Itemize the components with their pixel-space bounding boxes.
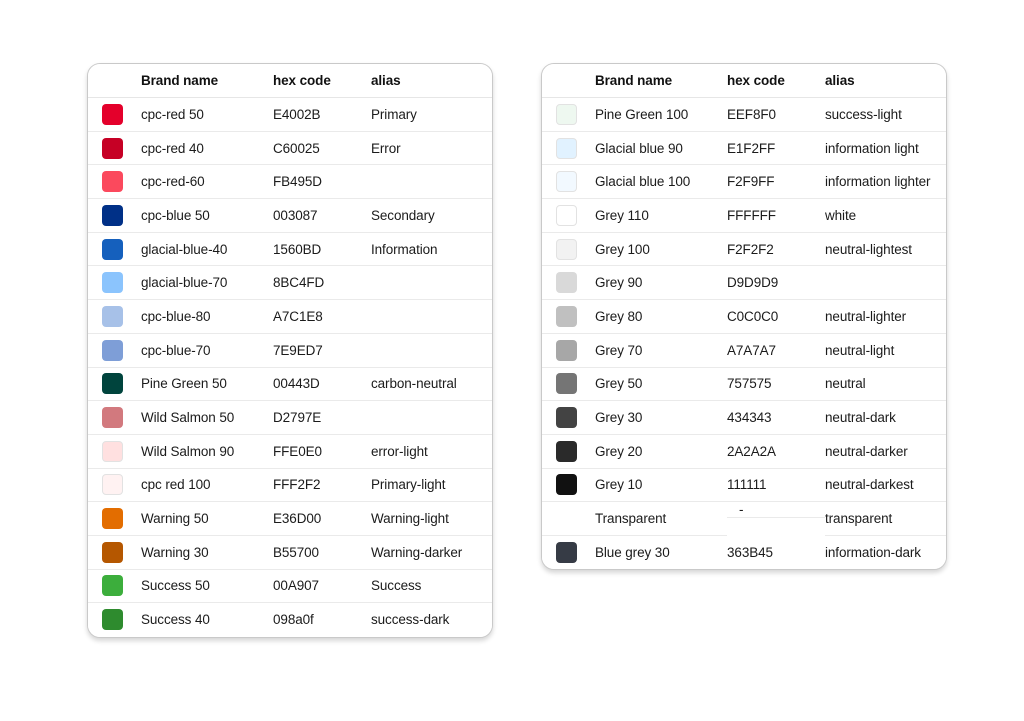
brand-name-cell: Grey 100: [595, 232, 727, 266]
alias-cell: neutral-darker: [825, 434, 947, 468]
table-row: [88, 165, 493, 199]
hex-code-cell: FFF2F2: [273, 468, 371, 502]
table-row: [542, 468, 947, 502]
hex-code-cell: D2797E: [273, 401, 371, 435]
color-swatch: [556, 542, 577, 563]
table-row: [88, 232, 493, 266]
table-row: [88, 300, 493, 334]
brand-name-cell: glacial-blue-70: [141, 266, 273, 300]
brand-name-cell: Transparent: [595, 502, 727, 536]
brand-name-cell: Grey 50: [595, 367, 727, 401]
brand-name-cell: glacial-blue-40: [141, 232, 273, 266]
swatch-cell: [88, 333, 141, 367]
color-swatch: [102, 272, 123, 293]
swatch-cell: [88, 131, 141, 165]
brand-name-cell: cpc-blue-80: [141, 300, 273, 334]
hex-code-cell: 434343: [727, 401, 825, 435]
color-swatch: [556, 508, 577, 529]
brand-name-cell: cpc-blue 50: [141, 199, 273, 233]
table-row: [88, 98, 493, 132]
brand-colors-table: [88, 64, 493, 637]
alias-cell: Information: [371, 232, 493, 266]
brand-name-cell: Pine Green 100: [595, 98, 727, 132]
color-swatch: [102, 575, 123, 596]
table-row: [88, 131, 493, 165]
hex-code-cell: 111111: [727, 468, 825, 502]
alias-cell: information lighter: [825, 165, 947, 199]
swatch-cell: [88, 266, 141, 300]
hex-code-cell: C60025: [273, 131, 371, 165]
hex-code-cell: F2F9FF: [727, 165, 825, 199]
alias-cell: error-light: [371, 434, 493, 468]
brand-name-cell: Grey 110: [595, 199, 727, 233]
color-swatch: [102, 441, 123, 462]
table-body: [88, 98, 493, 637]
color-swatch: [556, 441, 577, 462]
alias-cell: [371, 165, 493, 199]
swatch-cell: [542, 300, 595, 334]
table-row: [88, 569, 493, 603]
swatch-cell: [542, 434, 595, 468]
alias-cell: information light: [825, 131, 947, 165]
brand-name-cell: Grey 90: [595, 266, 727, 300]
brand-name-cell: Glacial blue 90: [595, 131, 727, 165]
brand-name-cell: Success 50: [141, 569, 273, 603]
alias-cell: white: [825, 199, 947, 233]
brand-name-cell: cpc-blue-70: [141, 333, 273, 367]
hex-code-cell: E1F2FF: [727, 131, 825, 165]
color-swatch: [102, 171, 123, 192]
table-row: [542, 367, 947, 401]
header-cell-brand-name: Brand name: [595, 64, 727, 98]
hex-code-cell: E36D00: [273, 502, 371, 536]
alias-cell: neutral-dark: [825, 401, 947, 435]
brand-name-cell: cpc-red 40: [141, 131, 273, 165]
swatch-cell: [542, 232, 595, 266]
brand-name-cell: Pine Green 50: [141, 367, 273, 401]
swatch-cell: [542, 165, 595, 199]
hex-code-cell: 8BC4FD: [273, 266, 371, 300]
alias-cell: Warning-light: [371, 502, 493, 536]
hex-code-cell: 1560BD: [273, 232, 371, 266]
color-swatch: [556, 171, 577, 192]
alias-cell: Primary: [371, 98, 493, 132]
alias-cell: neutral-lighter: [825, 300, 947, 334]
swatch-cell: [88, 468, 141, 502]
color-swatch: [102, 508, 123, 529]
hex-code-cell: FB495D: [273, 165, 371, 199]
color-swatch: [102, 609, 123, 630]
hex-code-cell: F2F2F2: [727, 232, 825, 266]
swatch-cell: [542, 468, 595, 502]
alias-cell: success-light: [825, 98, 947, 132]
table-row: [542, 232, 947, 266]
table-row: [88, 333, 493, 367]
swatch-cell: [542, 367, 595, 401]
table-row: [88, 266, 493, 300]
alias-cell: information-dark: [825, 535, 947, 569]
brand-name-cell: Grey 70: [595, 333, 727, 367]
table-row: [542, 199, 947, 233]
hex-code-cell: FFFFFF: [727, 199, 825, 233]
brand-name-cell: Warning 50: [141, 502, 273, 536]
alias-cell: transparent: [825, 502, 947, 536]
hex-code-cell: B55700: [273, 535, 371, 569]
color-swatch: [102, 474, 123, 495]
swatch-cell: [88, 569, 141, 603]
alias-cell: [371, 266, 493, 300]
neutral-colors-table: [542, 64, 947, 569]
table-row: [542, 535, 947, 569]
swatch-cell: [542, 131, 595, 165]
color-swatch: [102, 205, 123, 226]
hex-code-cell: C0C0C0: [727, 300, 825, 334]
color-swatch: [102, 542, 123, 563]
swatch-cell: [542, 266, 595, 300]
header-cell-swatch: [542, 64, 595, 98]
table-row: [88, 468, 493, 502]
table-header: [542, 64, 947, 98]
brand-name-cell: Glacial blue 100: [595, 165, 727, 199]
alias-cell: Primary-light: [371, 468, 493, 502]
table-row: [542, 434, 947, 468]
table-row: [542, 300, 947, 334]
swatch-cell: [88, 401, 141, 435]
brand-name-cell: cpc-red 50: [141, 98, 273, 132]
header-cell-brand-name: Brand name: [141, 64, 273, 98]
hex-code-cell: D9D9D9: [727, 266, 825, 300]
alias-cell: [371, 401, 493, 435]
table-row: [542, 502, 947, 536]
header-cell-hex-code: hex code: [273, 64, 371, 98]
table-row: [88, 502, 493, 536]
header-row: [542, 64, 947, 98]
header-cell-swatch: [88, 64, 141, 98]
color-swatch: [102, 373, 123, 394]
swatch-cell: [542, 502, 595, 536]
alias-cell: success-dark: [371, 603, 493, 637]
brand-name-cell: Blue grey 30: [595, 535, 727, 569]
brand-name-cell: Success 40: [141, 603, 273, 637]
alias-cell: Error: [371, 131, 493, 165]
alias-cell: neutral-light: [825, 333, 947, 367]
hex-code-cell: 098a0f: [273, 603, 371, 637]
alias-cell: neutral: [825, 367, 947, 401]
table-row: [88, 401, 493, 435]
brand-name-cell: cpc red 100: [141, 468, 273, 502]
table-row: [88, 367, 493, 401]
color-swatch: [556, 205, 577, 226]
color-swatch: [102, 239, 123, 260]
hex-code-cell: E4002B: [273, 98, 371, 132]
brand-name-cell: Grey 10: [595, 468, 727, 502]
table-row: [542, 333, 947, 367]
table-row: [88, 603, 493, 637]
brand-name-cell: Warning 30: [141, 535, 273, 569]
alias-cell: carbon-neutral: [371, 367, 493, 401]
alias-cell: [825, 266, 947, 300]
brand-name-cell: Grey 20: [595, 434, 727, 468]
hex-code-cell: 003087: [273, 199, 371, 233]
alias-cell: Success: [371, 569, 493, 603]
color-swatch: [556, 373, 577, 394]
hex-code-cell: 00A907: [273, 569, 371, 603]
color-swatch: [556, 306, 577, 327]
hex-code-cell: A7A7A7: [727, 333, 825, 367]
table-row: [542, 98, 947, 132]
swatch-cell: [88, 367, 141, 401]
color-swatch: [556, 474, 577, 495]
hex-code-cell: A7C1E8: [273, 300, 371, 334]
swatch-cell: [88, 300, 141, 334]
alias-cell: [371, 300, 493, 334]
hex-code-cell: 363B45: [727, 535, 825, 569]
swatch-cell: [88, 603, 141, 637]
swatch-cell: [88, 199, 141, 233]
brand-colors-table-card: [87, 63, 493, 638]
table-row: [542, 165, 947, 199]
hex-code-cell: -: [727, 502, 825, 518]
swatch-cell: [542, 401, 595, 435]
alias-cell: neutral-darkest: [825, 468, 947, 502]
swatch-cell: [542, 199, 595, 233]
table-row: [542, 266, 947, 300]
brand-name-cell: Grey 80: [595, 300, 727, 334]
header-cell-alias: alias: [371, 64, 493, 98]
header-cell-hex-code: hex code: [727, 64, 825, 98]
neutral-colors-table-card: [541, 63, 947, 570]
brand-name-cell: Grey 30: [595, 401, 727, 435]
color-swatch: [556, 272, 577, 293]
brand-name-cell: Wild Salmon 50: [141, 401, 273, 435]
swatch-cell: [542, 535, 595, 569]
alias-cell: neutral-lightest: [825, 232, 947, 266]
table-row: [542, 131, 947, 165]
table-row: [542, 401, 947, 435]
swatch-cell: [88, 434, 141, 468]
hex-code-cell: 757575: [727, 367, 825, 401]
alias-cell: [371, 333, 493, 367]
swatch-cell: [542, 98, 595, 132]
table-row: [88, 434, 493, 468]
alias-cell: Secondary: [371, 199, 493, 233]
table-header: [88, 64, 493, 98]
swatch-cell: [88, 165, 141, 199]
color-swatch: [556, 138, 577, 159]
swatch-cell: [542, 333, 595, 367]
swatch-cell: [88, 502, 141, 536]
color-swatch: [556, 104, 577, 125]
hex-code-cell: FFE0E0: [273, 434, 371, 468]
brand-name-cell: cpc-red-60: [141, 165, 273, 199]
table-body: [542, 98, 947, 570]
hex-code-cell: 7E9ED7: [273, 333, 371, 367]
table-row: [88, 535, 493, 569]
color-swatch: [102, 340, 123, 361]
color-swatch: [556, 340, 577, 361]
hex-code-cell: 00443D: [273, 367, 371, 401]
header-cell-alias: alias: [825, 64, 947, 98]
alias-cell: Warning-darker: [371, 535, 493, 569]
swatch-cell: [88, 232, 141, 266]
hex-code-cell: EEF8F0: [727, 98, 825, 132]
swatch-cell: [88, 98, 141, 132]
color-swatch: [102, 407, 123, 428]
swatch-cell: [88, 535, 141, 569]
color-swatch: [556, 239, 577, 260]
color-swatch: [102, 104, 123, 125]
hex-code-cell: 2A2A2A: [727, 434, 825, 468]
color-swatch: [556, 407, 577, 428]
table-row: [88, 199, 493, 233]
color-swatch: [102, 138, 123, 159]
brand-name-cell: Wild Salmon 90: [141, 434, 273, 468]
color-swatch: [102, 306, 123, 327]
header-row: [88, 64, 493, 98]
